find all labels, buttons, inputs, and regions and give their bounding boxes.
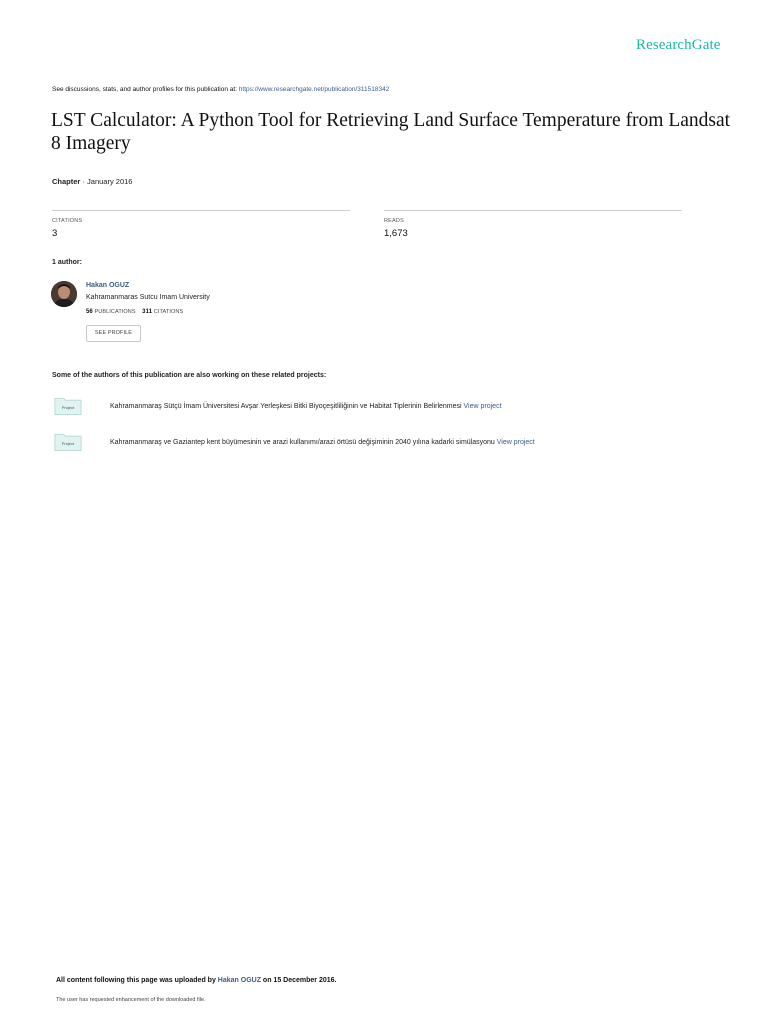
uploader-link[interactable]: Hakan OGUZ xyxy=(217,977,261,984)
authors-heading: 1 author: xyxy=(52,259,82,266)
author-affiliation: Kahramanmaras Sutcu Imam University xyxy=(86,294,210,301)
publication-url-link[interactable]: https://www.researchgate.net/publication/311518342 xyxy=(238,86,390,93)
project-folder-icon[interactable] xyxy=(53,397,83,415)
upload-suffix: on 15 December 2016. xyxy=(260,977,337,984)
see-discussions-line xyxy=(52,86,389,93)
view-project-link[interactable]: View project xyxy=(463,403,502,410)
publications-label: PUBLICATIONS xyxy=(94,309,136,315)
author-avatar[interactable] xyxy=(51,281,77,307)
project-folder-icon[interactable] xyxy=(53,433,83,451)
publication-meta xyxy=(52,177,132,186)
publication-type: Chapter xyxy=(52,177,81,186)
author-counts xyxy=(86,309,183,315)
see-discussions-text: See discussions, stats, and author profiles for this publication at: xyxy=(52,86,239,93)
publication-date: · January 2016 xyxy=(82,177,133,186)
project-icon-label: Project xyxy=(61,405,75,411)
view-project-link[interactable]: View project xyxy=(496,439,535,446)
citations-divider xyxy=(52,210,350,211)
author-name-link[interactable]: Hakan OGUZ xyxy=(86,282,130,289)
citations-label: CITATIONS xyxy=(52,218,83,224)
related-project-item xyxy=(110,403,502,410)
enhancement-note: The user has requested enhancement of the downloaded file. xyxy=(56,997,206,1003)
upload-note xyxy=(56,977,336,984)
citations-value: 3 xyxy=(52,228,58,239)
related-project-item xyxy=(110,439,535,446)
reads-divider xyxy=(384,210,682,211)
publication-title: LST Calculator: A Python Tool for Retrieving Land Surface Temperature from Landsat 8 Imagery xyxy=(51,110,731,154)
publications-count: 56 xyxy=(86,309,93,315)
project-icon-label: Project xyxy=(61,441,75,447)
project-title: Kahramanmaraş Sütçü İmam Üniversitesi Avşar Yerleşkesi Bitki Biyoçeşitliliğinin ve Habitat Tiplerinin Belirlenmesi xyxy=(110,403,464,410)
see-profile-button[interactable]: SEE PROFILE xyxy=(86,325,141,342)
project-title: Kahramanmaraş ve Gaziantep kent büyümesinin ve arazi kullanımı/arazi örtüsü değişiminin 2040 yılına kadarki simülasyonu xyxy=(110,439,497,446)
related-projects-heading: Some of the authors of this publication are also working on these related projects: xyxy=(52,372,327,379)
author-citations-count: 311 xyxy=(142,309,153,315)
reads-value: 1,673 xyxy=(384,228,408,239)
upload-prefix: All content following this page was uploaded by xyxy=(56,977,218,984)
author-citations-label: CITATIONS xyxy=(153,309,184,315)
author-photo xyxy=(51,281,77,307)
researchgate-logo[interactable]: ResearchGate xyxy=(636,37,721,53)
reads-label: READS xyxy=(384,218,404,224)
